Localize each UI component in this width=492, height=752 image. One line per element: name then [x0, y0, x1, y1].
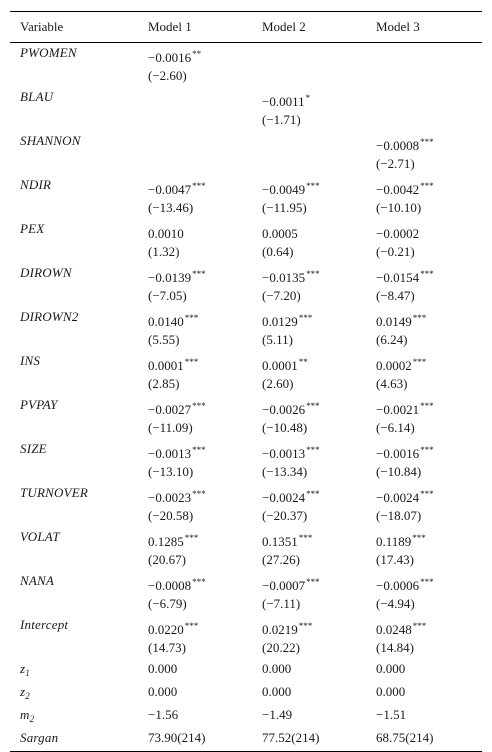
coefficient-value: 0.0149	[376, 314, 412, 329]
variable-name: VOLAT	[20, 529, 60, 544]
coefficient	[148, 309, 252, 331]
estimate-cell	[252, 307, 366, 351]
stat-row	[10, 682, 482, 705]
estimate-cell	[138, 351, 252, 395]
significance-stars: ***	[192, 577, 206, 587]
stat-row	[10, 728, 482, 752]
variable-name: SIZE	[20, 441, 47, 456]
estimate-cell	[138, 307, 252, 351]
t-statistic: (−11.09)	[148, 420, 193, 435]
table-row	[10, 527, 482, 571]
estimate-cell	[366, 43, 482, 88]
stat-name	[10, 659, 138, 682]
estimate-cell	[252, 483, 366, 527]
t-statistic: (1.32)	[148, 244, 180, 259]
coefficient	[376, 441, 482, 463]
significance-stars: *	[305, 93, 311, 103]
coefficient-value: −0.0008	[148, 578, 192, 593]
coefficient	[262, 617, 366, 639]
significance-stars: ***	[420, 181, 434, 191]
coefficient	[148, 485, 252, 507]
coefficient	[262, 441, 366, 463]
coefficient-value: −0.0023	[148, 490, 192, 505]
t-statistic: (−2.71)	[376, 156, 415, 171]
significance-stars: ***	[412, 313, 427, 323]
significance-stars: ***	[420, 401, 434, 411]
t-statistic: (−13.46)	[148, 200, 194, 215]
significance-stars: ***	[306, 401, 320, 411]
stat-value: 0.000	[376, 684, 406, 699]
variable-name: PVPAY	[20, 397, 58, 412]
variable-name: Intercept	[20, 617, 69, 632]
estimate-cell	[252, 43, 366, 88]
coefficient	[148, 221, 252, 243]
significance-stars: ***	[412, 621, 427, 631]
t-statistic: (−7.05)	[148, 288, 187, 303]
stat-symbol: z	[20, 684, 26, 699]
significance-stars: ***	[306, 269, 320, 279]
variable-name: NDIR	[20, 177, 52, 192]
coefficient	[148, 89, 252, 111]
estimate-cell	[252, 527, 366, 571]
variable-name: PEX	[20, 221, 45, 236]
table-row	[10, 43, 482, 88]
variable-name: DIROWN2	[20, 309, 79, 324]
significance-stars: ***	[192, 181, 206, 191]
coefficient-value: −0.0027	[148, 402, 192, 417]
coefficient	[376, 89, 482, 111]
coefficient	[376, 529, 482, 551]
stat-symbol: m	[20, 707, 30, 722]
coefficient	[148, 573, 252, 595]
stat-value: 68.75(214)	[376, 730, 434, 745]
t-statistic: (5.55)	[148, 332, 180, 347]
estimate-cell	[252, 395, 366, 439]
significance-stars: ***	[192, 445, 206, 455]
t-statistic: (14.84)	[376, 640, 414, 655]
coefficient	[262, 353, 366, 375]
estimate-cell	[366, 615, 482, 659]
stat-value: 73.90(214)	[148, 730, 206, 745]
estimate-cell	[138, 175, 252, 219]
stat-value: 77.52(214)	[262, 730, 320, 745]
coefficient-value: 0.0219	[262, 622, 298, 637]
table-row	[10, 219, 482, 263]
header-variable: Variable	[20, 19, 64, 34]
coefficient	[376, 573, 482, 595]
estimate-cell	[366, 263, 482, 307]
estimate-cell	[138, 439, 252, 483]
header-model-2: Model 2	[262, 19, 306, 34]
estimate-cell	[252, 219, 366, 263]
variable-name: DIROWN	[20, 265, 72, 280]
coefficient-value: −0.0139	[148, 270, 192, 285]
coefficient	[148, 45, 252, 67]
significance-stars: ***	[298, 533, 313, 543]
coefficient	[148, 529, 252, 551]
coefficient	[148, 133, 252, 155]
t-statistic: (2.60)	[262, 376, 294, 391]
estimate-cell	[366, 307, 482, 351]
coefficient	[262, 397, 366, 419]
coefficient-value: 0.0001	[148, 358, 184, 373]
stat-value: −1.49	[262, 707, 293, 722]
stat-value: 0.000	[148, 684, 178, 699]
estimate-cell	[366, 483, 482, 527]
coefficient	[376, 265, 482, 287]
coefficient-value: −0.0013	[148, 446, 192, 461]
estimate-cell	[138, 131, 252, 175]
coefficient	[262, 177, 366, 199]
variable-name: NANA	[20, 573, 55, 588]
t-statistic: (−7.20)	[262, 288, 301, 303]
t-statistic: (−18.07)	[376, 508, 422, 523]
coefficient	[262, 485, 366, 507]
significance-stars: ***	[184, 621, 199, 631]
variable-name: SHANNON	[20, 133, 81, 148]
stat-subscript: 2	[25, 691, 30, 701]
t-statistic: (2.85)	[148, 376, 180, 391]
stat-value: 0.000	[262, 661, 292, 676]
t-statistic: (−2.60)	[148, 68, 187, 83]
t-statistic: (−10.48)	[262, 420, 308, 435]
coefficient	[376, 353, 482, 375]
significance-stars: ***	[298, 621, 313, 631]
t-statistic: (−10.10)	[376, 200, 422, 215]
estimate-cell	[138, 483, 252, 527]
t-statistic: (5.11)	[262, 332, 293, 347]
significance-stars: ***	[184, 533, 199, 543]
significance-stars: ***	[420, 137, 434, 147]
coefficient-value: −0.0047	[148, 182, 192, 197]
coefficient-value: −0.0154	[376, 270, 420, 285]
stat-row	[10, 705, 482, 728]
estimate-cell	[366, 131, 482, 175]
table-row	[10, 87, 482, 131]
header-model-3: Model 3	[376, 19, 420, 34]
coefficient	[262, 133, 366, 155]
coefficient-value: −0.0007	[262, 578, 306, 593]
t-statistic: (0.64)	[262, 244, 294, 259]
coefficient	[376, 309, 482, 331]
coefficient	[148, 353, 252, 375]
t-statistic: (−13.10)	[148, 464, 194, 479]
estimate-cell	[138, 615, 252, 659]
t-statistic: (20.67)	[148, 552, 186, 567]
estimate-cell	[366, 87, 482, 131]
coefficient	[262, 45, 366, 67]
significance-stars: ***	[420, 489, 434, 499]
stat-value: 0.000	[262, 684, 292, 699]
estimate-cell	[252, 131, 366, 175]
variable-name: BLAU	[20, 89, 54, 104]
coefficient-value: −0.0135	[262, 270, 306, 285]
significance-stars: ***	[306, 445, 320, 455]
stat-value: −1.56	[148, 707, 179, 722]
t-statistic: (20.22)	[262, 640, 300, 655]
coefficient	[262, 89, 366, 111]
coefficient	[148, 177, 252, 199]
coefficient-value: −0.0008	[376, 138, 420, 153]
table-row	[10, 615, 482, 659]
table-header	[10, 12, 482, 43]
table-row	[10, 483, 482, 527]
coefficient	[262, 573, 366, 595]
coefficient	[376, 221, 482, 243]
coefficient	[262, 221, 366, 243]
t-statistic: (−6.79)	[148, 596, 187, 611]
t-statistic: (6.24)	[376, 332, 408, 347]
significance-stars: ***	[192, 489, 206, 499]
estimate-cell	[366, 175, 482, 219]
table-row	[10, 131, 482, 175]
coefficient	[262, 309, 366, 331]
stat-subscript: 1	[25, 668, 30, 678]
header-model-1: Model 1	[148, 19, 192, 34]
t-statistic: (14.73)	[148, 640, 186, 655]
t-statistic: (−10.84)	[376, 464, 422, 479]
estimate-cell	[366, 527, 482, 571]
significance-stars: ***	[192, 401, 206, 411]
t-statistic: (−1.71)	[262, 112, 301, 127]
table-row	[10, 263, 482, 307]
significance-stars: **	[298, 357, 308, 367]
t-statistic: (17.43)	[376, 552, 414, 567]
table-row	[10, 351, 482, 395]
coefficient-value: 0.0001	[262, 358, 298, 373]
estimate-cell	[138, 395, 252, 439]
estimate-cell	[366, 395, 482, 439]
coefficient-value: 0.0129	[262, 314, 298, 329]
coefficient-value: 0.1189	[376, 534, 412, 549]
coefficient-value: −0.0042	[376, 182, 420, 197]
significance-stars: ***	[298, 313, 313, 323]
t-statistic: (−4.94)	[376, 596, 415, 611]
significance-stars: ***	[306, 489, 320, 499]
stat-symbol: Sargan	[20, 730, 59, 745]
stat-name	[10, 682, 138, 705]
stat-symbol: z	[20, 661, 26, 676]
estimate-cell	[366, 571, 482, 615]
significance-stars: ***	[184, 313, 199, 323]
coefficient	[376, 617, 482, 639]
estimate-cell	[138, 87, 252, 131]
coefficient-value: 0.0002	[376, 358, 412, 373]
coefficient	[148, 617, 252, 639]
table-row	[10, 571, 482, 615]
estimate-cell	[138, 571, 252, 615]
t-statistic: (−6.14)	[376, 420, 415, 435]
coefficient-value: 0.1351	[262, 534, 298, 549]
t-statistic: (−0.21)	[376, 244, 415, 259]
header-row	[10, 12, 482, 43]
coefficient-value: −0.0011	[262, 94, 305, 109]
table-row	[10, 395, 482, 439]
t-statistic: (−11.95)	[262, 200, 307, 215]
table-body	[10, 43, 482, 752]
t-statistic: (−13.34)	[262, 464, 308, 479]
stat-row	[10, 659, 482, 682]
significance-stars: **	[192, 49, 202, 59]
t-statistic: (−7.11)	[262, 596, 301, 611]
regression-table-container	[10, 11, 482, 752]
significance-stars: ***	[412, 357, 427, 367]
coefficient-value: −0.0024	[262, 490, 306, 505]
regression-table	[10, 11, 482, 752]
significance-stars: ***	[184, 357, 199, 367]
significance-stars: ***	[420, 445, 434, 455]
significance-stars: ***	[192, 269, 206, 279]
estimate-cell	[138, 263, 252, 307]
coefficient-value: −0.0016	[148, 50, 192, 65]
table-row	[10, 439, 482, 483]
coefficient-value: 0.0005	[262, 226, 298, 241]
significance-stars: ***	[412, 533, 426, 543]
t-statistic: (−20.37)	[262, 508, 308, 523]
significance-stars: ***	[306, 577, 320, 587]
coefficient-value: 0.1285	[148, 534, 184, 549]
t-statistic: (4.63)	[376, 376, 408, 391]
variable-name: PWOMEN	[20, 45, 77, 60]
coefficient	[148, 265, 252, 287]
table-row	[10, 307, 482, 351]
estimate-cell	[138, 527, 252, 571]
coefficient-value: −0.0049	[262, 182, 306, 197]
coefficient	[376, 177, 482, 199]
stat-name	[10, 705, 138, 728]
stat-subscript: 2	[29, 714, 35, 724]
estimate-cell	[138, 219, 252, 263]
coefficient	[262, 529, 366, 551]
coefficient-value: −0.0026	[262, 402, 306, 417]
estimate-cell	[252, 615, 366, 659]
stat-value: 0.000	[376, 661, 406, 676]
estimate-cell	[252, 571, 366, 615]
estimate-cell	[252, 175, 366, 219]
coefficient-value: −0.0006	[376, 578, 420, 593]
estimate-cell	[252, 263, 366, 307]
coefficient-value: −0.0013	[262, 446, 306, 461]
coefficient-value: −0.0002	[376, 226, 420, 241]
coefficient-value: −0.0021	[376, 402, 420, 417]
estimate-cell	[366, 351, 482, 395]
stat-name	[10, 728, 138, 752]
estimate-cell	[252, 351, 366, 395]
coefficient	[148, 441, 252, 463]
coefficient	[148, 397, 252, 419]
stat-value: 0.000	[148, 661, 178, 676]
coefficient	[376, 133, 482, 155]
t-statistic: (−20.58)	[148, 508, 194, 523]
coefficient-value: 0.0140	[148, 314, 184, 329]
significance-stars: ***	[420, 577, 434, 587]
t-statistic: (27.26)	[262, 552, 300, 567]
coefficient	[376, 485, 482, 507]
t-statistic: (−8.47)	[376, 288, 415, 303]
coefficient-value: −0.0024	[376, 490, 420, 505]
estimate-cell	[366, 439, 482, 483]
estimate-cell	[138, 43, 252, 88]
coefficient-value: 0.0010	[148, 226, 184, 241]
variable-name: TURNOVER	[20, 485, 89, 500]
coefficient	[376, 45, 482, 67]
coefficient-value: 0.0220	[148, 622, 184, 637]
estimate-cell	[252, 439, 366, 483]
coefficient	[262, 265, 366, 287]
estimate-cell	[252, 87, 366, 131]
variable-name: INS	[20, 353, 41, 368]
coefficient-value: 0.0248	[376, 622, 412, 637]
estimate-cell	[366, 219, 482, 263]
stat-value: −1.51	[376, 707, 407, 722]
coefficient	[376, 397, 482, 419]
table-row	[10, 175, 482, 219]
significance-stars: ***	[420, 269, 434, 279]
coefficient-value: −0.0016	[376, 446, 420, 461]
significance-stars: ***	[306, 181, 320, 191]
